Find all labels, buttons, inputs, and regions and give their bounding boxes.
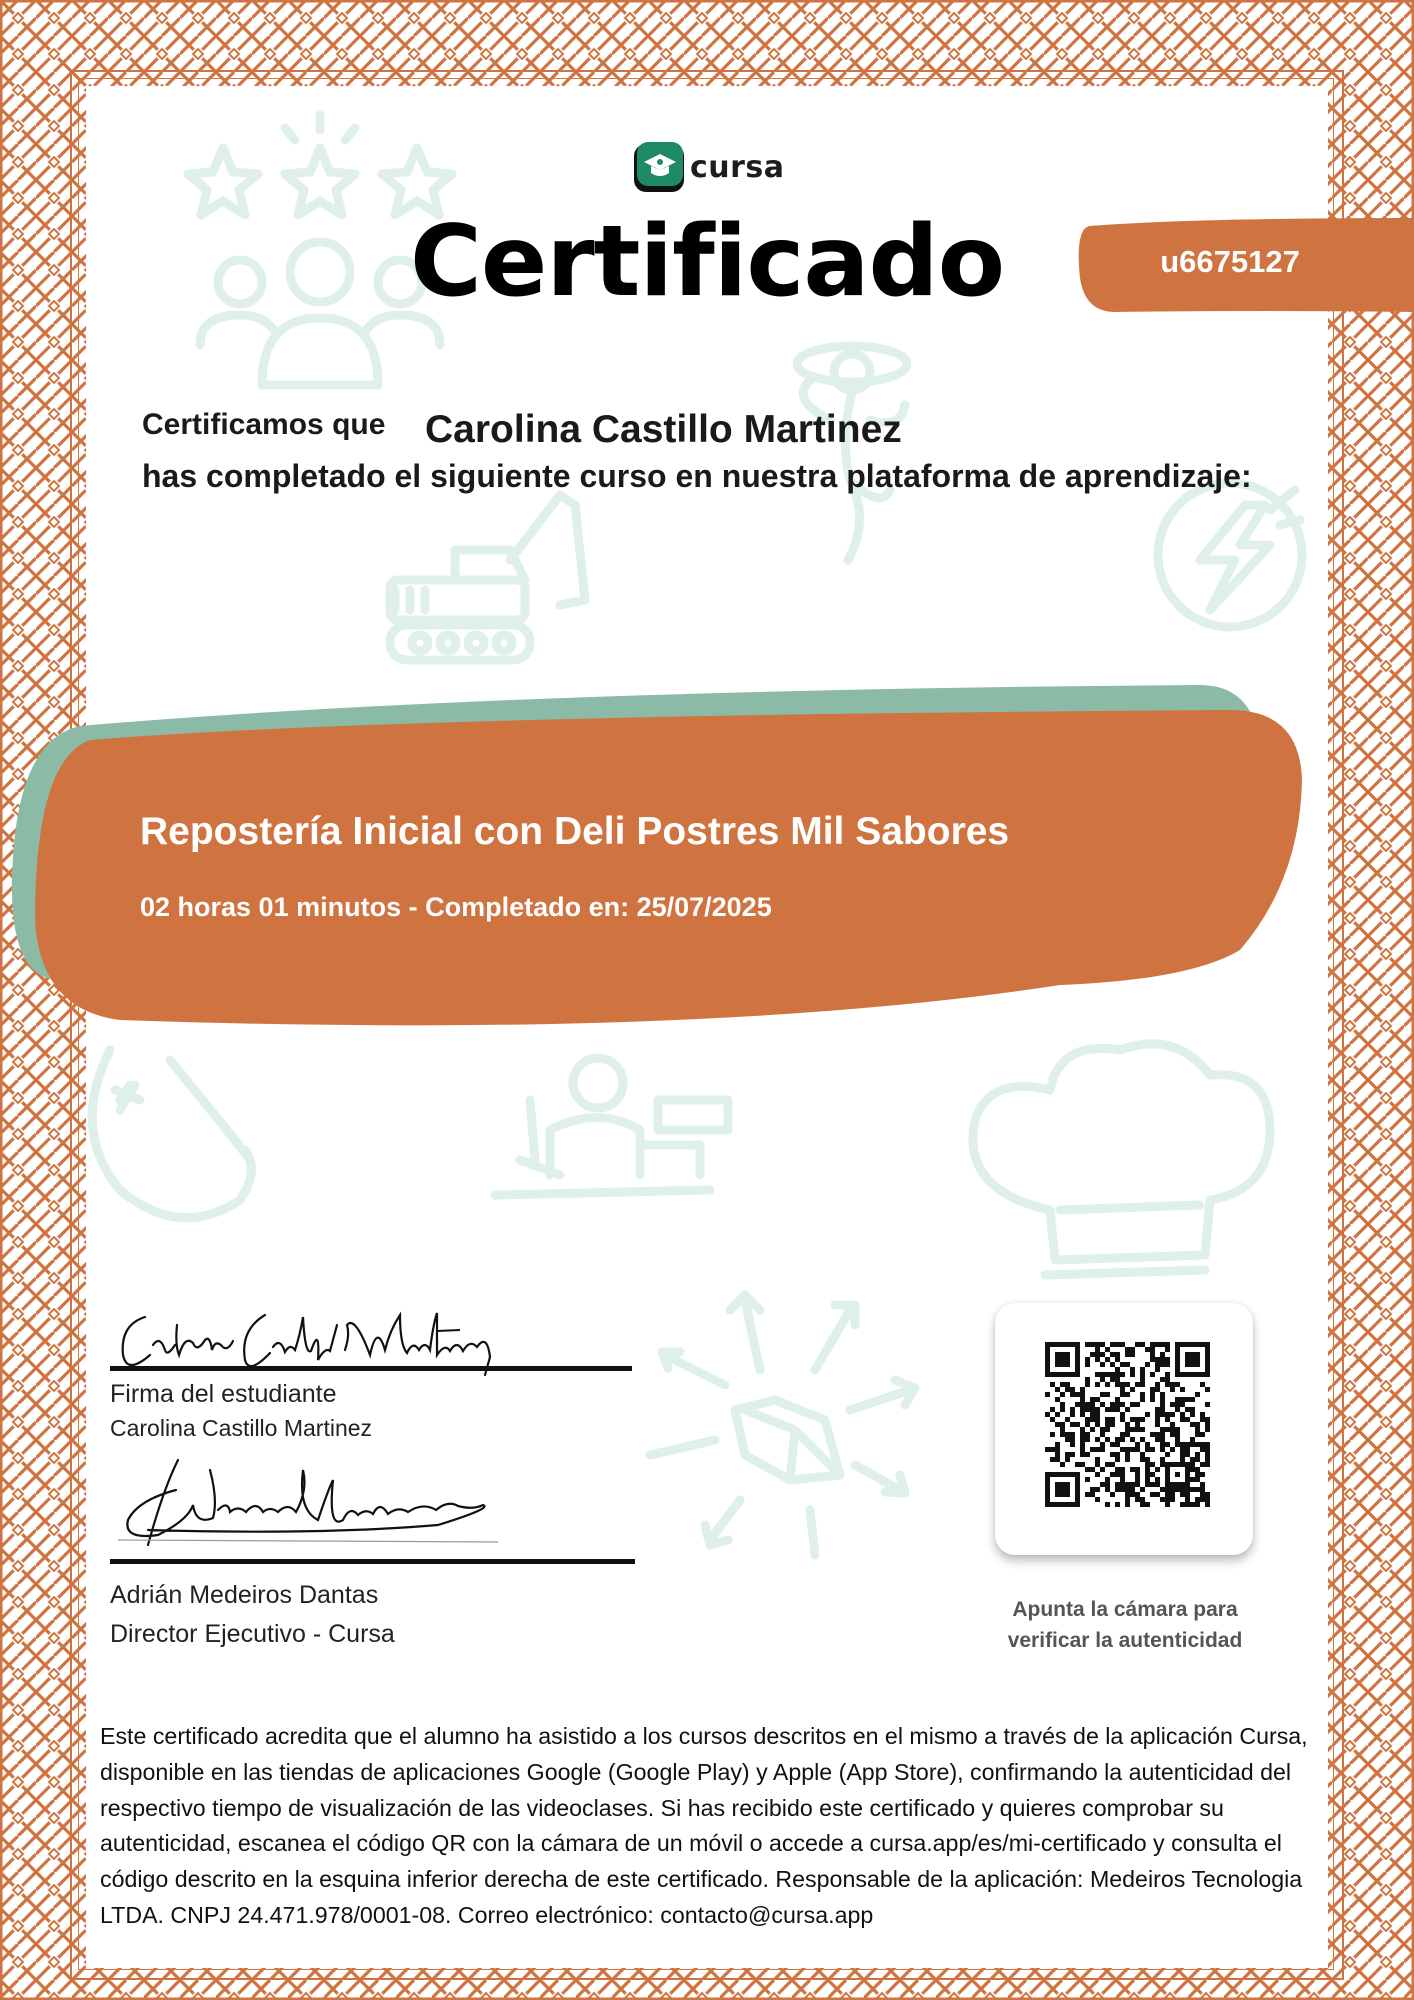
course-meta: 02 horas 01 minutos - Completado en: 25/07/2025 xyxy=(140,892,772,922)
student-signature-label: Firma del estudiante xyxy=(110,1380,337,1408)
footer-disclaimer: Este certificado acredita que el alumno ha asistido a los cursos descritos en el mismo a través de la aplicación Cursa, disponible en las tiendas de aplicaciones Google (Google Play) y Apple (App Store), confirmando la autenticidad del respectivo tiempo de visualización de las videoclases. Si has recibido este certificado y quieres comprobar su autenticidad, escanea el código QR con la cámara de un móvil o accede a cursa.app/es/mi-certificado y consulta el código descrito en la esquina inferior derecha de este certificado. Responsable de la aplicación: Medeiros Tecnologia LTDA. CNPJ 24.471.978/0001-08. Correo electrónico: contacto@cursa.app xyxy=(100,1723,1308,1928)
certificate-code: u6675127 xyxy=(1160,244,1300,279)
intro-prefix: Certificamos que xyxy=(142,408,386,441)
student-signature-line xyxy=(110,1366,632,1371)
graduation-cap-icon xyxy=(632,140,686,194)
student-name: Carolina Castillo Martinez xyxy=(425,408,902,451)
qr-caption-line1: Apunta la cámara para xyxy=(1012,1598,1238,1621)
director-signature-line xyxy=(110,1559,635,1564)
cursa-logo xyxy=(632,140,785,194)
qr-caption-line2: verificar la autenticidad xyxy=(1007,1629,1243,1652)
qr-code-icon xyxy=(1045,1342,1210,1507)
director-name: Adrián Medeiros Dantas xyxy=(110,1581,379,1609)
intro-suffix: has completado el siguiente curso en nuestra plataforma de aprendizaje: xyxy=(142,458,1252,494)
logo-text: cursa xyxy=(690,149,785,185)
director-signature xyxy=(118,1450,518,1560)
student-printed-name: Carolina Castillo Martinez xyxy=(110,1415,373,1441)
course-title: Repostería Inicial con Deli Postres Mil Sabores xyxy=(140,810,1010,853)
certificate-title: Certificado xyxy=(409,205,1005,319)
course-band xyxy=(0,680,1414,1040)
qr-caption xyxy=(975,1594,1275,1656)
director-role: Director Ejecutivo - Cursa xyxy=(110,1620,395,1648)
